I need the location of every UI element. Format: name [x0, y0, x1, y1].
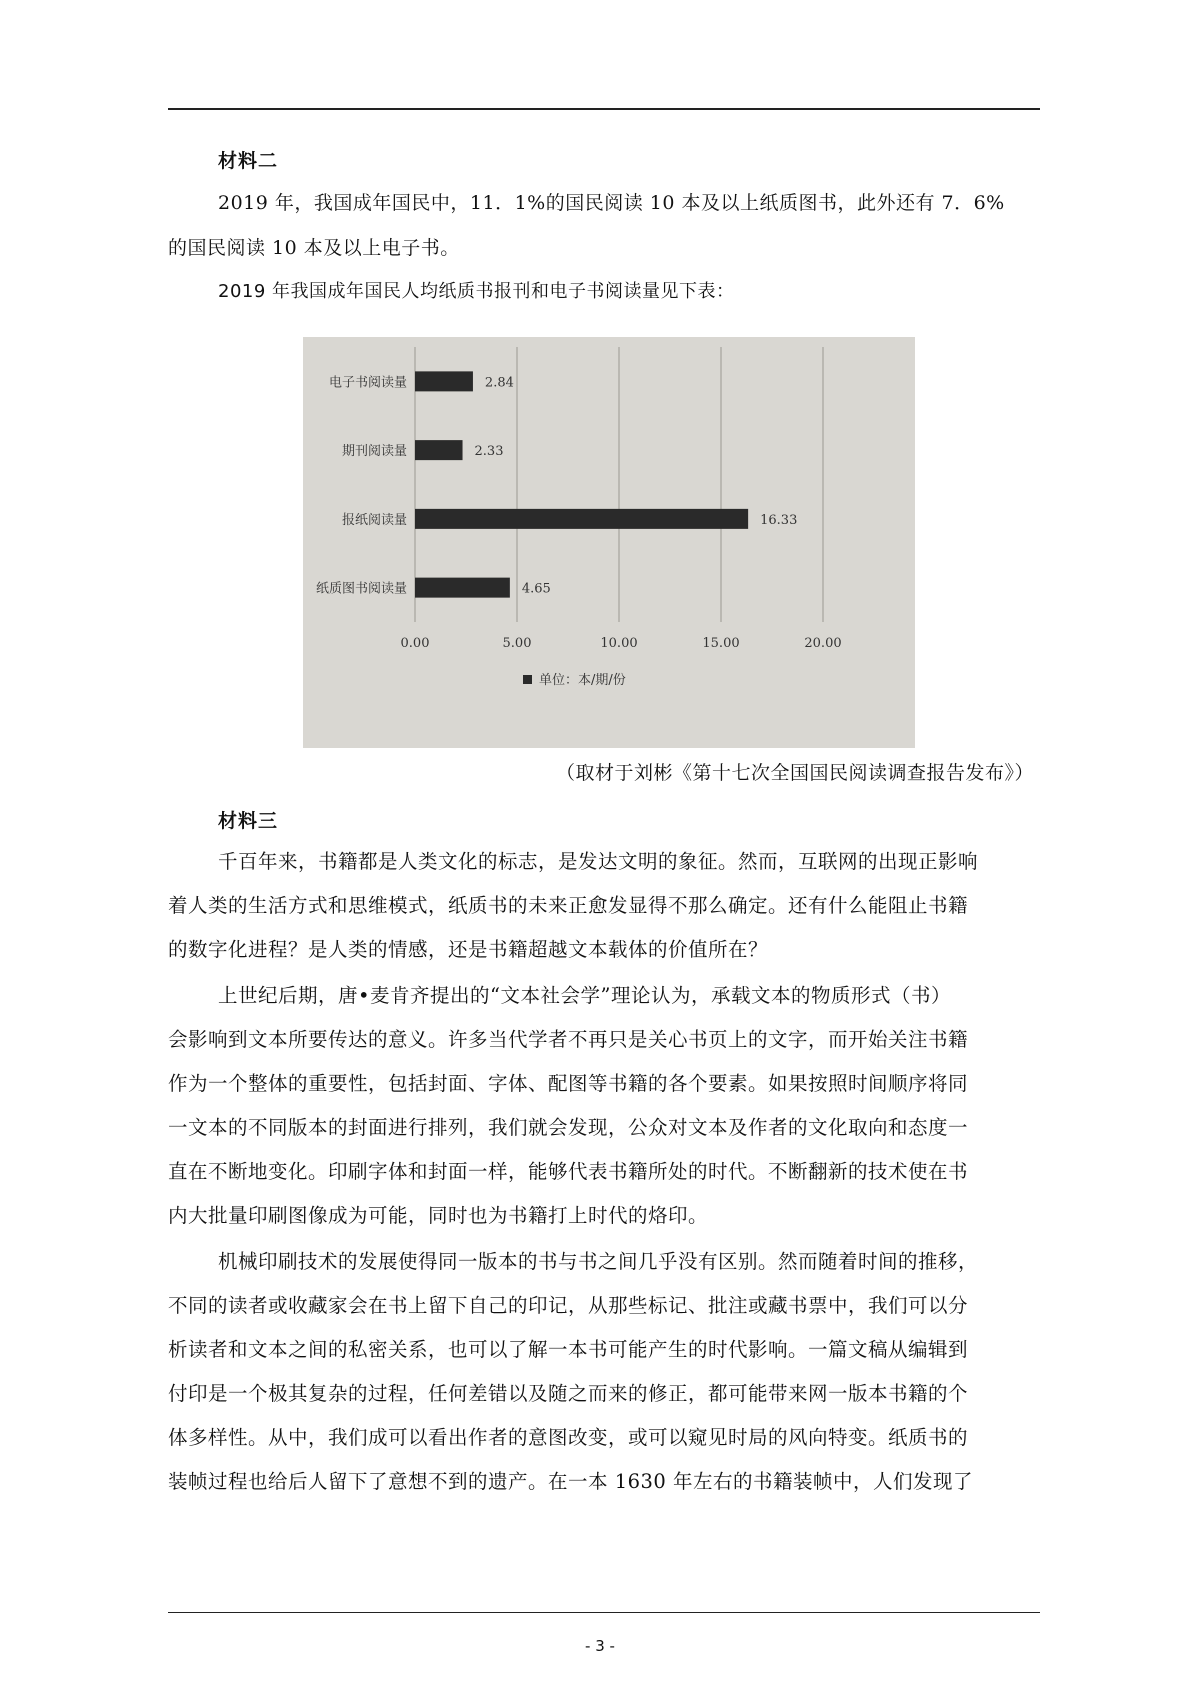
- x-tick-label: 0.00: [400, 636, 430, 651]
- bar: [415, 371, 473, 391]
- paragraph-line: 付印是一个极其复杂的过程，任何差错以及随之而来的修正，都可能带来网一版本书籍的个: [168, 1382, 969, 1405]
- material2-text-line-2: 的国民阅读 10 本及以上电子书。: [168, 237, 460, 259]
- paragraph-line: 机械印刷技术的发展使得同一版本的书与书之间几乎没有区别。然而随着时间的推移，: [218, 1250, 979, 1273]
- chart-intro: 2019 年我国成年国民人均纸质书报刊和电子书阅读量见下表：: [218, 281, 735, 302]
- x-tick-label: 15.00: [702, 636, 740, 651]
- data-label: 16.33: [760, 512, 798, 528]
- material3-paragraph-2: [168, 974, 1034, 1238]
- page-number: - 3 -: [585, 1637, 615, 1655]
- paragraph-line: 一文本的不同版本的封面进行排列，我们就会发现，公众对文本及作者的文化取向和态度一: [168, 1116, 969, 1139]
- legend-swatch: [523, 675, 532, 684]
- bar-chart: [303, 337, 915, 748]
- paragraph-line: 千百年来，书籍都是人类文化的标志，是发达文明的象征。然而，互联网的出现正影响: [218, 850, 979, 873]
- paragraph-line: 析读者和文本之间的私密关系，也可以了解一本书可能产生的时代影响。一篇文稿从编辑到: [168, 1338, 969, 1361]
- x-tick-label: 5.00: [502, 636, 532, 651]
- category-label: 期刊阅读量: [341, 444, 407, 460]
- bar: [415, 509, 748, 529]
- category-label: 纸质图书阅读量: [315, 581, 407, 597]
- x-tick-label: 20.00: [804, 636, 842, 651]
- material2-heading: 材料二: [218, 150, 279, 172]
- source-citation: （取材于刘彬《第十七次全国国民阅读调查报告发布》）: [555, 762, 1034, 784]
- bar: [415, 578, 510, 598]
- paragraph-line: 内大批量印刷图像成为可能，同时也为书籍打上时代的烙印。: [168, 1204, 709, 1227]
- data-label: 4.65: [521, 581, 551, 597]
- x-tick-label: 10.00: [600, 636, 638, 651]
- paragraph-line: 直在不断地变化。印刷字体和封面一样，能够代表书籍所处的时代。不断翻新的技术使在书: [168, 1160, 969, 1183]
- paragraph-line: 着人类的生活方式和思维模式，纸质书的未来正愈发显得不那么确定。还有什么能阻止书籍: [168, 894, 969, 917]
- paragraph-line: 装帧过程也给后人留下了意想不到的遗产。在一本 1630 年左右的书籍装帧中，人们发现了: [168, 1470, 974, 1493]
- paragraph-line: 不同的读者或收藏家会在书上留下自己的印记，从那些标记、批注或藏书票中，我们可以分: [168, 1294, 969, 1317]
- bar-chart-figure: [303, 337, 915, 748]
- category-label: 报纸阅读量: [341, 512, 407, 528]
- category-label: 电子书阅读量: [328, 375, 407, 391]
- material3-paragraph-1: [168, 840, 1034, 972]
- legend-label: 单位：本/期/份: [539, 673, 626, 688]
- material3-heading: 材料三: [218, 810, 279, 832]
- paragraph-line: 体多样性。从中，我们成可以看出作者的意图改变，或可以窥见时局的风向特变。纸质书的: [168, 1426, 969, 1449]
- paragraph-line: 上世纪后期，唐•麦肯齐提出的“文本社会学”理论认为，承载文本的物质形式（书）: [218, 984, 951, 1007]
- data-label: 2.33: [474, 444, 504, 460]
- paragraph-line: 的数字化进程？是人类的情感，还是书籍超越文本载体的价值所在？: [168, 938, 769, 961]
- paragraph-line: 会影响到文本所要传达的意义。许多当代学者不再只是关心书页上的文字，而开始关注书籍: [168, 1028, 969, 1051]
- header-rule: [168, 108, 1040, 110]
- footer-rule: [168, 1612, 1040, 1613]
- material3-paragraph-3: [168, 1240, 1034, 1504]
- data-label: 2.84: [484, 375, 514, 391]
- bar: [415, 440, 463, 460]
- material2-text-line-1: 2019 年，我国成年国民中，11．1%的国民阅读 10 本及以上纸质图书，此外还有 7．6%: [218, 192, 1005, 214]
- paragraph-line: 作为一个整体的重要性，包括封面、字体、配图等书籍的各个要素。如果按照时间顺序将同: [168, 1072, 969, 1095]
